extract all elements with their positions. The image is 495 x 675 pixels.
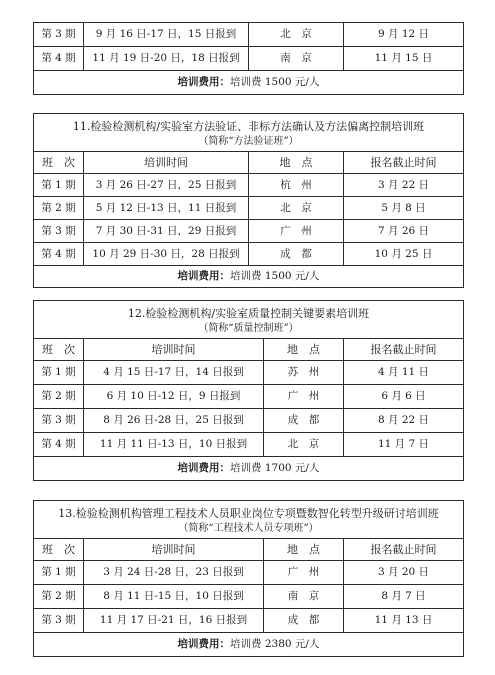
- deadline-cell: 3 月 20 日: [344, 561, 464, 585]
- deadline-cell: 7 月 26 日: [344, 220, 464, 243]
- deadline-cell: 6 月 6 日: [344, 385, 464, 409]
- period-cell: 第 2 期: [34, 385, 84, 409]
- city-cell: 北 京: [249, 197, 344, 220]
- table-row: [34, 561, 464, 585]
- table-row: [34, 433, 464, 457]
- header-city: 地 点: [264, 339, 344, 361]
- fee-row: [34, 266, 464, 288]
- dates-cell: 7 月 30 日-31 日，29 日报到: [84, 220, 249, 243]
- city-cell: 成 都: [264, 609, 344, 633]
- city-cell: 北 京: [264, 433, 344, 457]
- city-cell: 广 州: [249, 220, 344, 243]
- section-subtitle: （简称“工程技术人员专项班”）: [178, 522, 319, 534]
- deadline-cell: 11 月 7 日: [344, 433, 464, 457]
- section-title-cell: [34, 501, 464, 539]
- fee-cell: [34, 71, 464, 95]
- fee-label: 培训费用：: [177, 462, 231, 475]
- table-row: [34, 220, 464, 243]
- dates-cell: 3 月 26 日-27 日，25 日报到: [84, 174, 249, 197]
- header-dates: 培训时间: [84, 339, 264, 361]
- dates-cell: 6 月 10 日-12 日，9 日报到: [84, 385, 264, 409]
- dates-cell: 8 月 11 日-15 日，10 日报到: [84, 585, 264, 609]
- fee-cell: [34, 457, 464, 481]
- table-row: [34, 361, 464, 385]
- dates-cell: 11 月 17 日-21 日，16 日报到: [84, 609, 264, 633]
- header-row: [34, 339, 464, 361]
- period-cell: 第 4 期: [34, 433, 84, 457]
- deadline-cell: 11 月 15 日: [344, 47, 464, 71]
- table-row: [34, 585, 464, 609]
- deadline-cell: 5 月 8 日: [344, 197, 464, 220]
- section-title-row: [34, 501, 464, 539]
- schedule-table-continued: [33, 22, 464, 95]
- section-title-row: [34, 114, 464, 152]
- deadline-cell: 8 月 7 日: [344, 585, 464, 609]
- city-cell: 北 京: [249, 23, 344, 47]
- section-title: 11.检验检测机构/实验室方法验证、非标方法确认及方法偏离控制培训班: [72, 119, 425, 133]
- fee-cell: [34, 633, 464, 657]
- header-row: [34, 152, 464, 174]
- fee-row: [34, 457, 464, 481]
- deadline-cell: 11 月 13 日: [344, 609, 464, 633]
- section-subtitle: （简称“质量控制班”）: [198, 322, 299, 334]
- fee-value: 培训费 1500 元/人: [230, 76, 320, 89]
- dates-cell: 4 月 15 日-17 日，14 日报到: [84, 361, 264, 385]
- table-row: [34, 609, 464, 633]
- section-title-cell: [34, 114, 464, 152]
- fee-cell: [34, 266, 464, 288]
- header-dates: 培训时间: [84, 152, 249, 174]
- period-cell: 第 2 期: [34, 197, 84, 220]
- section-title: 12.检验检测机构/实验室质量控制关键要素培训班: [127, 306, 370, 320]
- dates-cell: 10 月 29 日-30 日，28 日报到: [84, 243, 249, 266]
- period-cell: 第 3 期: [34, 220, 84, 243]
- header-period: 班 次: [34, 152, 84, 174]
- city-cell: 广 州: [264, 385, 344, 409]
- dates-cell: 11 月 19 日-20 日，18 日报到: [84, 47, 249, 71]
- table-row: [34, 23, 464, 47]
- deadline-cell: 10 月 25 日: [344, 243, 464, 266]
- table-row: [34, 385, 464, 409]
- section-12-table: [33, 300, 464, 481]
- section-13-table: [33, 500, 464, 657]
- header-row: [34, 539, 464, 561]
- fee-row: [34, 71, 464, 95]
- deadline-cell: 8 月 22 日: [344, 409, 464, 433]
- dates-cell: 9 月 16 日-17 日，15 日报到: [84, 23, 249, 47]
- city-cell: 南 京: [264, 585, 344, 609]
- table-row: [34, 174, 464, 197]
- city-cell: 苏 州: [264, 361, 344, 385]
- header-deadline: 报名截止时间: [344, 152, 464, 174]
- table-row: [34, 197, 464, 220]
- city-cell: 成 都: [264, 409, 344, 433]
- fee-value: 培训费 1700 元/人: [230, 462, 320, 475]
- fee-row: [34, 633, 464, 657]
- header-city: 地 点: [264, 539, 344, 561]
- dates-cell: 5 月 12 日-13 日，11 日报到: [84, 197, 249, 220]
- header-city: 地 点: [249, 152, 344, 174]
- period-cell: 第 1 期: [34, 361, 84, 385]
- deadline-cell: 4 月 11 日: [344, 361, 464, 385]
- dates-cell: 3 月 24 日-28 日，23 日报到: [84, 561, 264, 585]
- period-cell: 第 3 期: [34, 23, 84, 47]
- period-cell: 第 1 期: [34, 174, 84, 197]
- fee-value: 培训费 2380 元/人: [230, 638, 320, 651]
- deadline-cell: 3 月 22 日: [344, 174, 464, 197]
- period-cell: 第 2 期: [34, 585, 84, 609]
- table-row: [34, 409, 464, 433]
- fee-label: 培训费用：: [177, 638, 231, 651]
- section-title-cell: [34, 301, 464, 339]
- period-cell: 第 3 期: [34, 609, 84, 633]
- period-cell: 第 1 期: [34, 561, 84, 585]
- section-11-table: [33, 113, 464, 288]
- header-deadline: 报名截止时间: [344, 539, 464, 561]
- city-cell: 成 都: [249, 243, 344, 266]
- table-row: [34, 243, 464, 266]
- dates-cell: 8 月 26 日-28 日，25 日报到: [84, 409, 264, 433]
- section-subtitle: （简称“方法验证班”）: [198, 135, 299, 147]
- header-period: 班 次: [34, 539, 84, 561]
- deadline-cell: 9 月 12 日: [344, 23, 464, 47]
- city-cell: 南 京: [249, 47, 344, 71]
- period-cell: 第 4 期: [34, 243, 84, 266]
- table-row: [34, 47, 464, 71]
- fee-label: 培训费用：: [177, 270, 231, 283]
- section-title: 13.检验检测机构管理工程技术人员职业岗位专项暨数智化转型升级研讨培训班: [58, 506, 439, 520]
- header-deadline: 报名截止时间: [344, 339, 464, 361]
- fee-label: 培训费用：: [177, 76, 231, 89]
- city-cell: 杭 州: [249, 174, 344, 197]
- period-cell: 第 3 期: [34, 409, 84, 433]
- dates-cell: 11 月 11 日-13 日，10 日报到: [84, 433, 264, 457]
- header-dates: 培训时间: [84, 539, 264, 561]
- period-cell: 第 4 期: [34, 47, 84, 71]
- city-cell: 广 州: [264, 561, 344, 585]
- header-period: 班 次: [34, 339, 84, 361]
- section-title-row: [34, 301, 464, 339]
- fee-value: 培训费 1500 元/人: [230, 270, 320, 283]
